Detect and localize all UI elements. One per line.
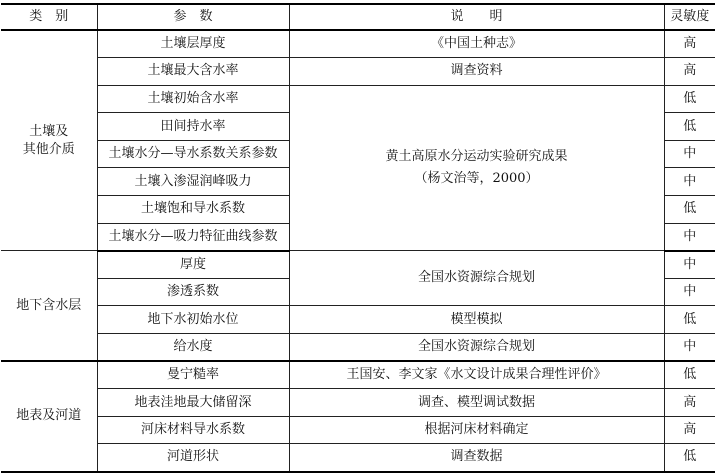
desc-line: （杨文治等，2000） — [414, 170, 539, 186]
sensitivity-cell: 低 — [664, 444, 715, 472]
desc-cell: 调查、模型调试数据 — [289, 389, 664, 417]
param-cell: 渗透系数 — [97, 278, 289, 306]
desc-cell: 模型模拟 — [289, 306, 664, 334]
desc-cell: 根据河床材料确定 — [289, 416, 664, 444]
table-row — [1, 416, 715, 444]
table-row — [1, 389, 715, 417]
param-cell: 土壤入渗湿润峰吸力 — [97, 168, 289, 196]
header-description: 说 明 — [289, 4, 664, 30]
param-cell: 河道形状 — [97, 444, 289, 472]
sensitivity-cell: 低 — [664, 361, 715, 389]
table-row — [1, 361, 715, 389]
desc-merged-cell: 全国水资源综合规划 — [289, 251, 664, 306]
table-row — [1, 30, 715, 58]
param-cell: 土壤最大含水率 — [97, 58, 289, 86]
table-row — [1, 85, 715, 113]
param-cell: 厚度 — [97, 251, 289, 279]
param-cell: 给水度 — [97, 334, 289, 362]
param-cell: 地下水初始水位 — [97, 306, 289, 334]
sensitivity-cell: 中 — [664, 278, 715, 306]
sensitivity-cell: 中 — [664, 251, 715, 279]
parameter-table — [1, 3, 715, 473]
sensitivity-cell: 中 — [664, 223, 715, 251]
table-row — [1, 444, 715, 472]
param-cell: 田间持水率 — [97, 113, 289, 141]
sensitivity-cell: 低 — [664, 196, 715, 224]
param-cell: 土壤水分—导水系数关系参数 — [97, 140, 289, 168]
table-row — [1, 334, 715, 362]
param-cell: 土壤水分—吸力特征曲线参数 — [97, 223, 289, 251]
header-parameter: 参 数 — [97, 4, 289, 30]
sensitivity-cell: 中 — [664, 140, 715, 168]
category-cell: 地下含水层 — [1, 251, 97, 361]
sensitivity-cell: 高 — [664, 416, 715, 444]
param-cell: 土壤初始含水率 — [97, 85, 289, 113]
desc-cell: 《中国土种志》 — [289, 30, 664, 58]
param-cell: 曼宁糙率 — [97, 361, 289, 389]
param-cell: 河床材料导水系数 — [97, 416, 289, 444]
sensitivity-cell: 高 — [664, 58, 715, 86]
sensitivity-cell: 低 — [664, 306, 715, 334]
header-sensitivity: 灵敏度 — [664, 4, 715, 30]
header-category: 类 别 — [1, 4, 97, 30]
table-row — [1, 306, 715, 334]
category-cell: 土壤及 其他介质 — [1, 30, 97, 251]
desc-cell: 调查资料 — [289, 58, 664, 86]
param-cell: 土壤饱和导水系数 — [97, 196, 289, 224]
desc-cell: 王国安、李文家《水文设计成果合理性评价》 — [289, 361, 664, 389]
header-row — [1, 4, 715, 30]
desc-line: 黄土高原水分运动实验研究成果 — [385, 148, 568, 164]
sensitivity-cell: 低 — [664, 113, 715, 141]
param-cell: 地表洼地最大储留深 — [97, 389, 289, 417]
table-row — [1, 251, 715, 279]
sensitivity-cell: 中 — [664, 168, 715, 196]
param-cell: 土壤层厚度 — [97, 30, 289, 58]
sensitivity-cell: 高 — [664, 30, 715, 58]
sensitivity-cell: 低 — [664, 85, 715, 113]
desc-cell: 调查数据 — [289, 444, 664, 472]
table-row — [1, 58, 715, 86]
category-cell: 地表及河道 — [1, 361, 97, 471]
sensitivity-cell: 高 — [664, 389, 715, 417]
desc-merged-cell — [289, 85, 664, 251]
desc-cell: 全国水资源综合规划 — [289, 334, 664, 362]
sensitivity-cell: 中 — [664, 334, 715, 362]
